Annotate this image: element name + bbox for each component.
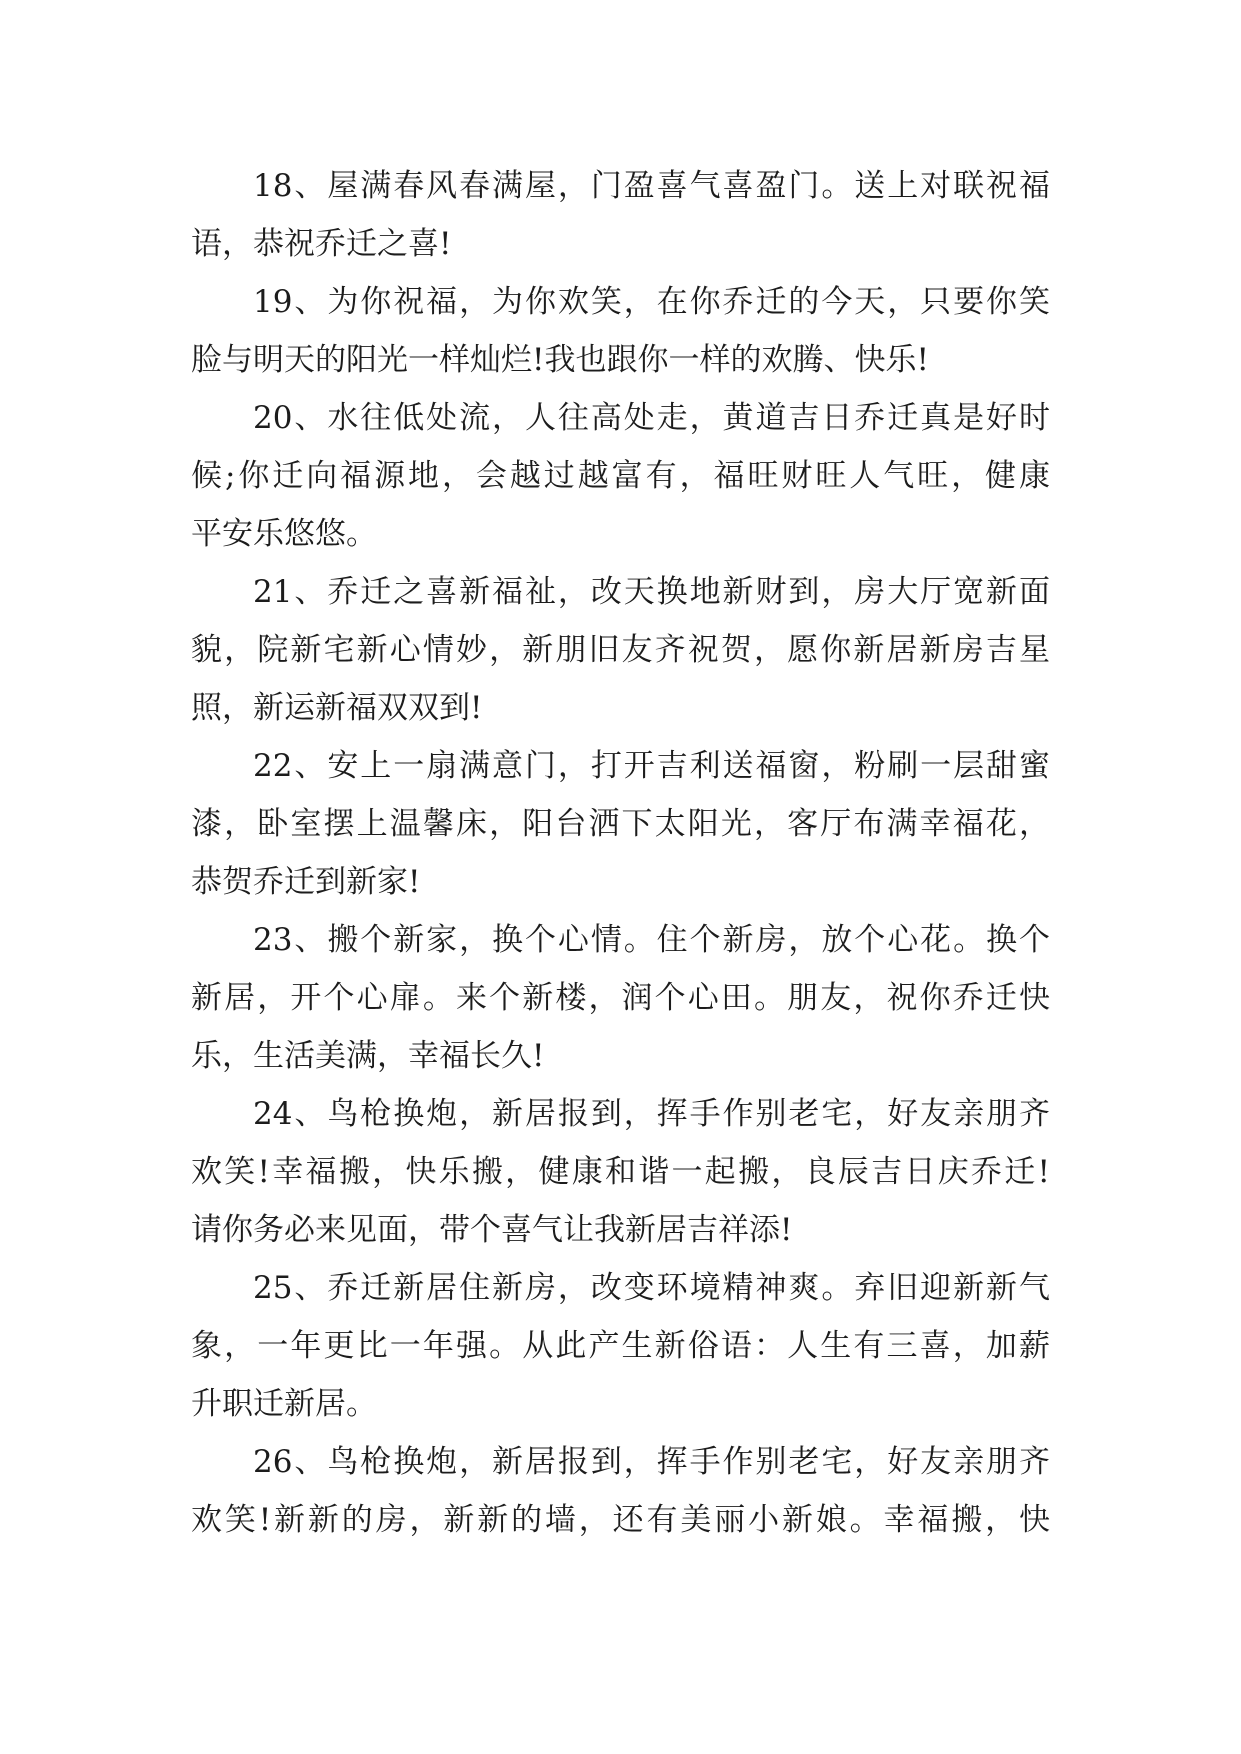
paragraph-line: 25、乔迁新居住新房，改变环境精神爽。弃旧迎新新气: [253, 1270, 1050, 1306]
paragraph-line: 候;你迁向福源地，会越过越富有，福旺财旺人气旺，健康: [191, 458, 1050, 494]
paragraph-line: 欢笑!幸福搬，快乐搬，健康和谐一起搬，良辰吉日庆乔迁!: [191, 1154, 1050, 1190]
paragraph-line: 24、鸟枪换炮，新居报到，挥手作别老宅，好友亲朋齐: [253, 1096, 1050, 1132]
paragraph-line: 22、安上一扇满意门，打开吉利送福窗，粉刷一层甜蜜: [253, 748, 1050, 784]
paragraph-line: 语，恭祝乔迁之喜!: [191, 226, 452, 262]
paragraph-line: 恭贺乔迁到新家!: [191, 864, 421, 900]
paragraph-line: 平安乐悠悠。: [191, 516, 377, 552]
paragraph-line: 新居，开个心扉。来个新楼，润个心田。朋友，祝你乔迁快: [191, 980, 1050, 1016]
paragraph-line: 26、鸟枪换炮，新居报到，挥手作别老宅，好友亲朋齐: [253, 1444, 1050, 1480]
paragraph-line: 漆，卧室摆上温馨床，阳台洒下太阳光，客厅布满幸福花，: [191, 806, 1050, 842]
paragraph-line: 23、搬个新家，换个心情。住个新房，放个心花。换个: [253, 922, 1050, 958]
paragraph-22: [191, 737, 1050, 911]
paragraph-21: [191, 563, 1050, 737]
paragraph-25: [191, 1259, 1050, 1433]
paragraph-line: 欢笑!新新的房，新新的墙，还有美丽小新娘。幸福搬，快: [191, 1502, 1050, 1538]
paragraph-18: [191, 157, 1050, 273]
paragraph-line: 升职迁新居。: [191, 1386, 377, 1422]
document-body: [191, 157, 1050, 1549]
paragraph-24: [191, 1085, 1050, 1259]
paragraph-20: [191, 389, 1050, 563]
paragraph-23: [191, 911, 1050, 1085]
paragraph-line: 脸与明天的阳光一样灿烂!我也跟你一样的欢腾、快乐!: [191, 342, 929, 378]
paragraph-26: [191, 1433, 1050, 1549]
paragraph-line: 请你务必来见面，带个喜气让我新居吉祥添!: [191, 1212, 793, 1248]
paragraph-line: 18、屋满春风春满屋，门盈喜气喜盈门。送上对联祝福: [253, 168, 1050, 204]
paragraph-line: 貌，院新宅新心情妙，新朋旧友齐祝贺，愿你新居新房吉星: [191, 632, 1050, 668]
paragraph-line: 照，新运新福双双到!: [191, 690, 483, 726]
paragraph-19: [191, 273, 1050, 389]
paragraph-line: 20、水往低处流，人往高处走，黄道吉日乔迁真是好时: [253, 400, 1050, 436]
paragraph-line: 乐，生活美满，幸福长久!: [191, 1038, 545, 1074]
paragraph-line: 21、乔迁之喜新福祉，改天换地新财到，房大厅宽新面: [253, 574, 1050, 610]
paragraph-line: 19、为你祝福，为你欢笑，在你乔迁的今天，只要你笑: [253, 284, 1050, 320]
paragraph-line: 象，一年更比一年强。从此产生新俗语：人生有三喜，加薪: [191, 1328, 1050, 1364]
